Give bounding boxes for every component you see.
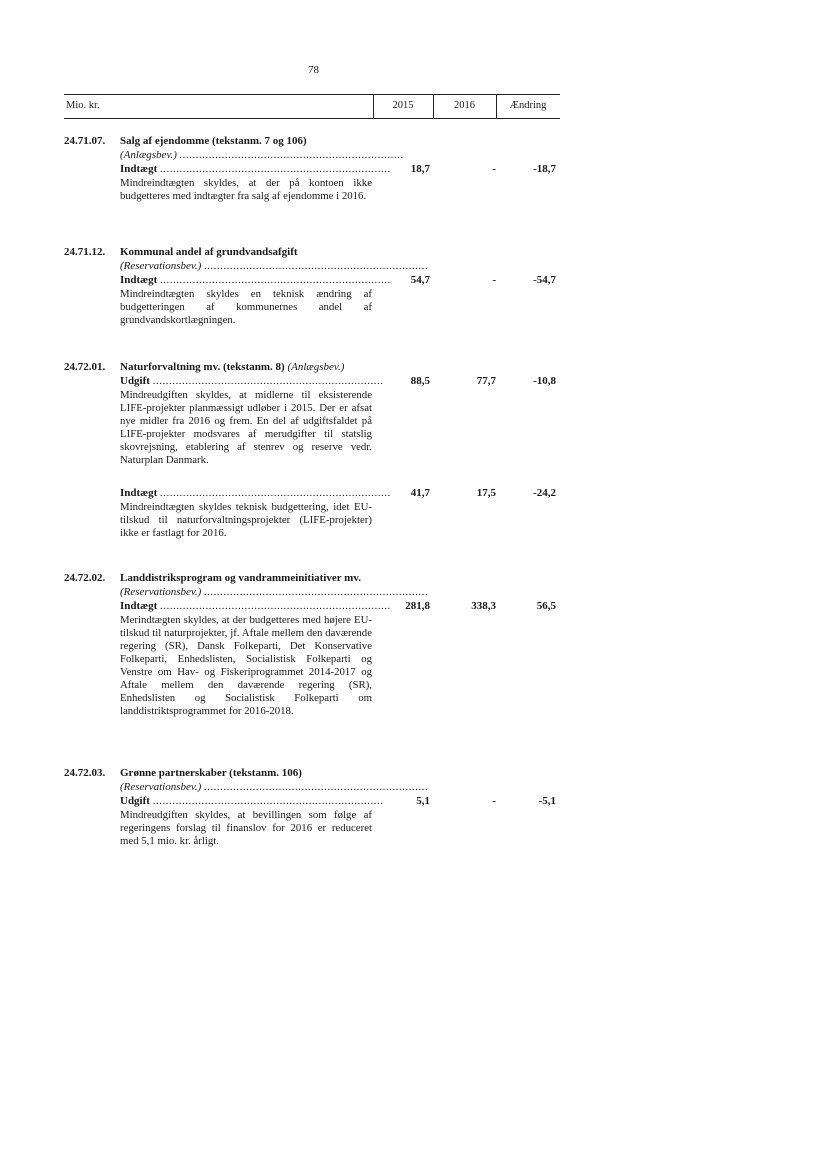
column-header-change: Ændring bbox=[509, 100, 547, 111]
line-description: Mindreindtægten skyldes en teknisk ændring af budgetteringen af kommunernes andel af grundvandskortlægningen. bbox=[120, 288, 372, 326]
account-code: 24.72.02. bbox=[64, 572, 106, 584]
header-top-rule bbox=[64, 94, 560, 95]
line-label: Indtægt ....................................................................... bbox=[120, 274, 391, 286]
value-2016: 77,7 bbox=[476, 375, 496, 387]
value-2016: - bbox=[492, 795, 496, 807]
account-code: 24.71.07. bbox=[64, 135, 106, 147]
account-title: Naturforvaltning mv. (tekstanm. 8) (Anlægsbev.) bbox=[120, 361, 345, 373]
value-2015: 41,7 bbox=[410, 487, 430, 499]
appropriation-type: (Reservationsbev.) ..................................................................... bbox=[120, 586, 429, 598]
column-header-2016: 2016 bbox=[454, 100, 475, 111]
account-title: Kommunal andel af grundvandsafgift bbox=[120, 246, 298, 258]
line-label: Indtægt ....................................................................... bbox=[120, 487, 391, 499]
value-2015: 88,5 bbox=[410, 375, 430, 387]
line-label: Udgift ....................................................................... bbox=[120, 375, 384, 387]
value-change: -10,8 bbox=[533, 375, 556, 387]
table-header bbox=[64, 94, 560, 119]
page-number: 78 bbox=[308, 64, 319, 76]
value-2015: 18,7 bbox=[410, 163, 430, 175]
value-2015: 54,7 bbox=[410, 274, 430, 286]
appropriation-type: (Anlægsbev.) bbox=[287, 361, 345, 373]
line-description: Mindreudgiften skyldes, at midlerne til eksisterende LIFE-projekter planmæssigt udløber i 2015. Der er afsat nye midler fra 2016 og frem. En del af udgiftsfaldet på LIFE-projekter modsvares af merudgifter til statslig skovrejsning, etablering af stenrev og reserve vedr. Naturplan Danmark. bbox=[120, 389, 372, 466]
value-change: -18,7 bbox=[533, 163, 556, 175]
account-title: Landdistriksprogram og vandrammeinitiativer mv. bbox=[120, 572, 361, 584]
value-change: 56,5 bbox=[536, 600, 556, 612]
unit-label: Mio. kr. bbox=[66, 100, 100, 111]
account-title: Grønne partnerskaber (tekstanm. 106) bbox=[120, 767, 302, 779]
line-description: Mindreindtægten skyldes, at der på kontoen ikke budgetteres med indtægter fra salg af ejendomme i 2016. bbox=[120, 177, 372, 202]
line-description: Mindreudgiften skyldes, at bevillingen som følge af regeringens forslag til finanslov for 2016 er reduceret med 5,1 mio. kr. årligt. bbox=[120, 809, 372, 847]
header-bottom-rule bbox=[64, 118, 560, 119]
appropriation-type: (Anlægsbev.) ..................................................................... bbox=[120, 149, 404, 161]
line-description: Mindreindtægten skyldes teknisk budgettering, idet EU-tilskud til naturforvaltningsprojekter (LIFE-projekter) ikke er fastlagt for 2016. bbox=[120, 501, 372, 539]
account-code: 24.72.01. bbox=[64, 361, 106, 373]
value-2016: 17,5 bbox=[476, 487, 496, 499]
value-2016: - bbox=[492, 163, 496, 175]
appropriation-type: (Reservationsbev.) ..................................................................... bbox=[120, 781, 429, 793]
account-code: 24.72.03. bbox=[64, 767, 106, 779]
column-header-2015: 2015 bbox=[392, 100, 414, 111]
value-2015: 5,1 bbox=[416, 795, 430, 807]
line-label: Indtægt ....................................................................... bbox=[120, 163, 391, 175]
value-2016: 338,3 bbox=[471, 600, 496, 612]
line-label: Udgift ....................................................................... bbox=[120, 795, 384, 807]
line-label: Indtægt ....................................................................... bbox=[120, 600, 391, 612]
line-description: Merindtægten skyldes, at der budgetteres med højere EU-tilskud til naturprojekter, jf. Aftale mellem den daværende regering (SR), Dansk Folkeparti, Det Konservative Folkeparti, Enhedslisten, Socialistisk Folkeparti og Venstre om Hav- og Fiskeriprogrammet 2014-2017 og Aftale mellem den daværende regering (SR), Enhedslisten og Socialistisk Folkeparti om landdistriktsprogrammet for 2016-2018. bbox=[120, 614, 372, 717]
value-2016: - bbox=[492, 274, 496, 286]
account-title: Salg af ejendomme (tekstanm. 7 og 106) bbox=[120, 135, 307, 147]
value-change: -54,7 bbox=[533, 274, 556, 286]
appropriation-type: (Reservationsbev.) ..................................................................... bbox=[120, 260, 429, 272]
account-code: 24.71.12. bbox=[64, 246, 106, 258]
value-change: -5,1 bbox=[538, 795, 556, 807]
value-2015: 281,8 bbox=[405, 600, 430, 612]
value-change: -24,2 bbox=[533, 487, 556, 499]
